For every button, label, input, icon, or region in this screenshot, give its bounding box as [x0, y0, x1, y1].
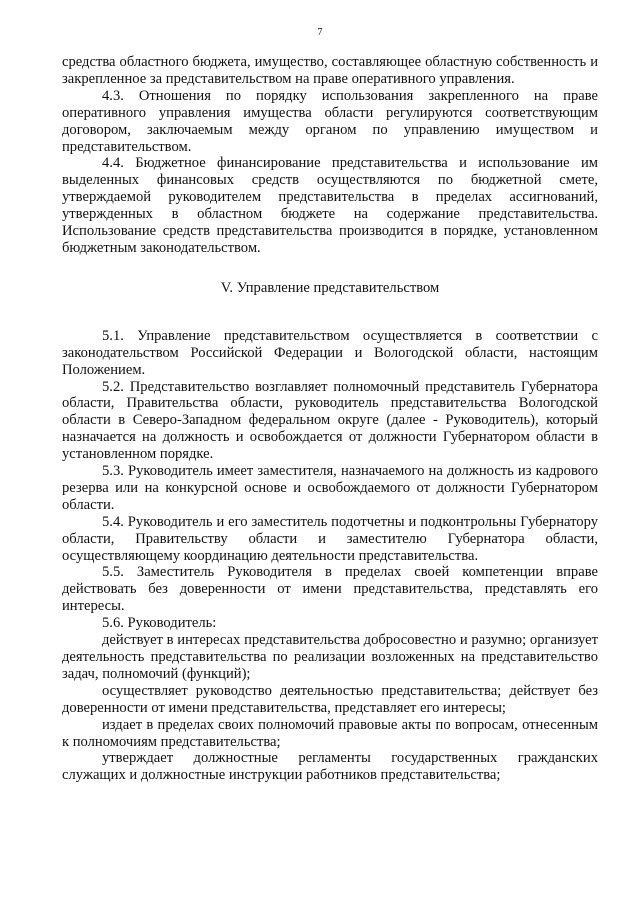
duty-approve-regulations: утверждает должностные регламенты государственных гражданских служащих и должностные инструкции работников представительства;	[62, 750, 598, 784]
paragraph-budget-property: средства областного бюджета, имущество, составляющее областную собственность и закрепленное за представительством на праве оперативного управления.	[62, 54, 598, 87]
duty-act-in-interests: действует в интересах представительства добросовестно и разумно; организует деятельность представительства по реализации возложенных на представительство задач, полномочий (функций);	[62, 632, 598, 682]
paragraph-5-6-heading: 5.6. Руководитель:	[102, 615, 217, 632]
duty-issue-acts: издает в пределах своих полномочий правовые акты по вопросам, отнесенным к полномочиям представительства;	[62, 716, 598, 750]
section-heading: V. Управление представительством	[220, 279, 440, 296]
document-body	[62, 54, 598, 784]
paragraph-4-3: 4.3. Отношения по порядку использования закрепленного на праве оперативного управления имущества области регулируются соответствующим договором, заключаемым между органом по управлению имуществом и представительством.	[62, 87, 598, 155]
paragraph-4-4: 4.4. Бюджетное финансирование представительства и использование им выделенных финансовых средств осуществляются по бюджетной смете, утверждаемой руководителем представительства в пределах ассигнований, утвержденных в областном бюджете на содержание представительства. Использование средств представительства производится в порядке, установленном бюджетным законодательством.	[62, 155, 598, 256]
paragraph-5-4: 5.4. Руководитель и его заместитель подотчетны и подконтрольны Губернатору области, Правительству области и заместителю Губернатора области, осуществляющему координацию деятельности представительства.	[62, 513, 598, 564]
paragraph-5-1: 5.1. Управление представительством осуществляется в соответствии с законодательством Российской Федерации и Вологодской области, настоящим Положением.	[62, 327, 598, 378]
paragraph-5-3: 5.3. Руководитель имеет заместителя, назначаемого на должность из кадрового резерва или на конкурсной основе и освобождаемого от должности Губернатором области.	[62, 463, 598, 513]
page-number: 7	[317, 27, 323, 38]
paragraph-5-2: 5.2. Представительство возглавляет полномочный представитель Губернатора области, Правительства области, руководитель представительства Вологодской области в Северо-Западном федеральном округе (далее - Руководитель), который назначается на должность и освобождается от должности Губернатором области в установленном порядке.	[62, 378, 598, 463]
paragraph-5-5: 5.5. Заместитель Руководителя в пределах своей компетенции вправе действовать без доверенности от имени представительства, представлять его интересы.	[62, 564, 598, 615]
duty-manage-activity: осуществляет руководство деятельностью представительства; действует без доверенности от имени представительства, представляет его интересы;	[62, 682, 598, 716]
